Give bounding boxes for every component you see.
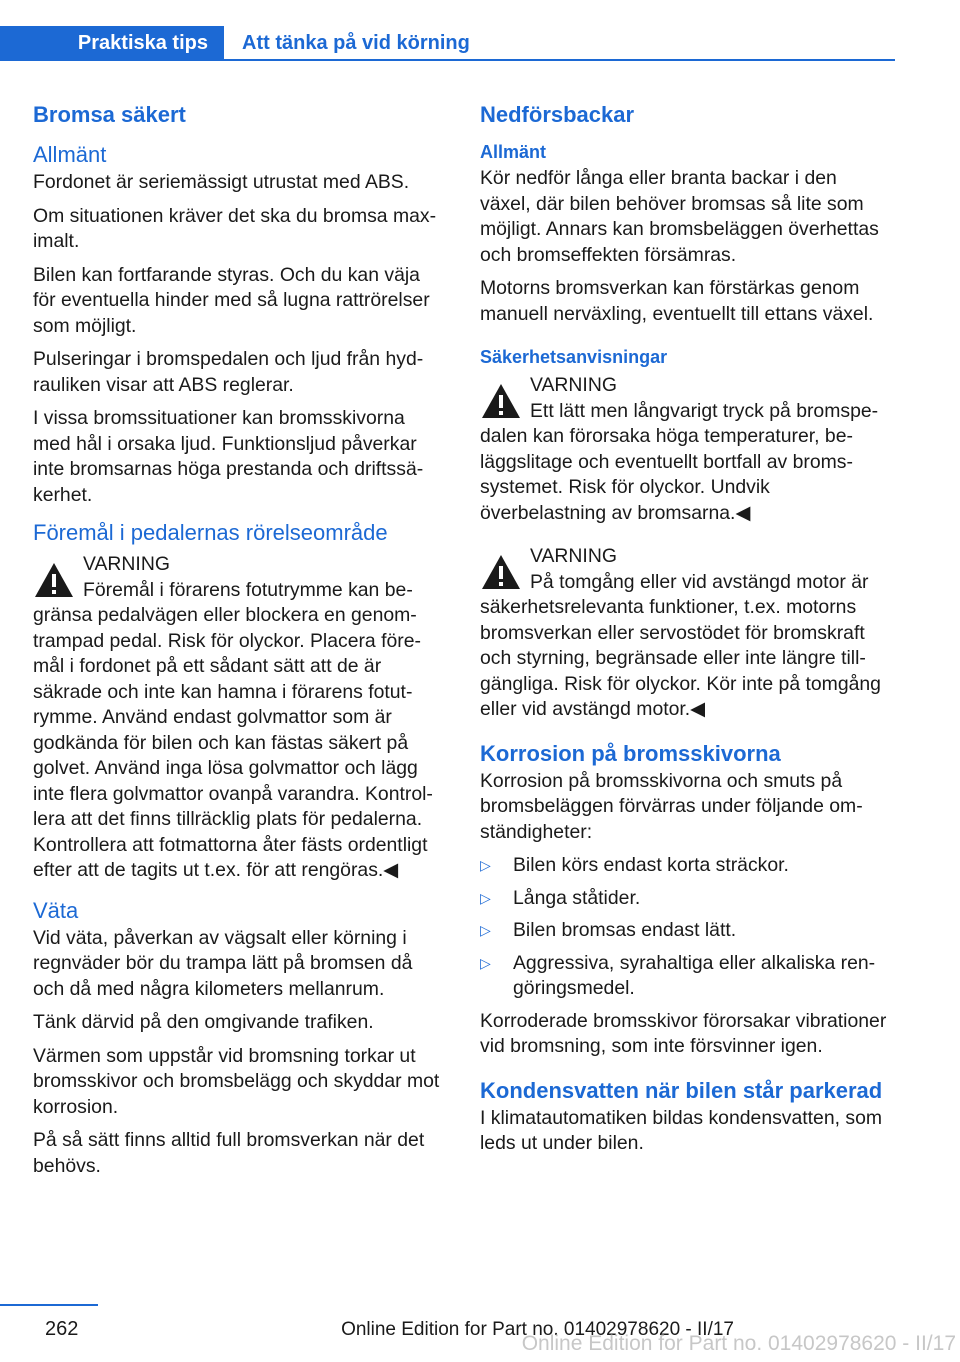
paragraph: Bilen kan fortfarande styras. Och du kan väja för eventuella hinder med så lugna rattrörelser som möjligt. [33,263,430,337]
triangle-bullet-icon: ▷ [480,954,491,971]
paragraph: Fordonet är seriemässigt utrustat med ABS. [33,171,410,193]
subheading-foremal: Föremål i pedalernas rörelseområde [33,520,388,545]
triangle-bullet-icon: ▷ [480,857,491,873]
edition-text: Online Edition for Part no. 01402978620 - II/17 [341,1319,734,1340]
paragraph: Motorns bromsverkan kan förstärkas genom manuell nerväxling, eventuellt till ettans växel. [480,277,874,325]
paragraph: Kör nedför långa eller branta backar i den växel, där bilen behöver bromsas så lite som möjligt. Annars kan bromsbeläggen överhettas och bromseffekten försämras. [480,167,879,266]
triangle-bullet-icon: ▷ [480,889,491,906]
warning-title: VARNING [83,553,170,575]
paragraph: I vissa bromssituationer kan bromsskivorna med hål i orsaka ljud. Funktionsljud påverkar inte bromsarnas höga prestanda och driftssäkerhet. [33,407,424,506]
paragraph: Korrosion på bromsskivorna och smuts på bromsbeläggen förvärras under följande omständigheter: [480,769,863,843]
section-title-nedforsbackar: Nedförsbackar [480,102,635,127]
page-number: 262 [45,1318,79,1340]
paragraph: Tänk därvid på den omgivande trafiken. [33,1011,374,1033]
footer-rule [0,1304,98,1306]
warning-block [480,373,892,526]
page-header [0,0,895,62]
list-item: ▷ Bilen bromsas endast lätt. [480,918,892,944]
section-tab: Att tänka på vid körning [242,32,470,54]
subheading-allmant-right: Allmänt [480,142,547,162]
warning-block [480,544,892,723]
chapter-tab: Praktiska tips [0,26,224,61]
subheading-korrosion: Korrosion på bromsskivorna [480,740,781,766]
paragraph: Vid väta, påverkan av vägsalt eller körning i regnväder bör du trampa lätt på bromsen då och då med några kilometers mellanrum. [33,926,413,1000]
watermark: Online Edition for Part no. 01402978620 - II/17 [521,1332,956,1355]
section-title-bromsa: Bromsa säkert [33,102,186,127]
subheading-safety: Säkerhetsanvisningar [480,347,668,367]
list-item: ▷ Aggressiva, syrahaltiga eller alkaliska rengöringsmedel. [480,951,876,999]
paragraph: Korroderade bromsskivor förorsakar vibrationer vid bromsning, som inte försvinner igen. [480,1009,887,1057]
warning-title: VARNING [530,545,617,567]
right-column [480,100,892,1165]
paragraph: På så sätt finns alltid full bromsverkan när det behövs. [33,1129,425,1177]
subheading-kondens: Kondensvatten när bilen står parkerad [480,1077,883,1103]
bullet-list [480,853,892,1002]
warning-triangle-icon [480,552,522,592]
triangle-bullet-icon: ▷ [480,922,491,938]
paragraph: Pulseringar i bromspedalen och ljud från hydrauliken visar att ABS reglerar. [33,348,424,396]
header-rule [224,59,895,61]
paragraph: Värmen som uppstår vid bromsning torkar ut bromsskivor och bromsbelägg och skyddar mot korrosion. [33,1044,440,1118]
warning-triangle-icon [480,381,522,421]
warning-triangle-icon [33,560,75,600]
list-item: ▷ Bilen körs endast korta sträckor. [480,853,892,879]
left-column [33,100,445,1187]
list-item: ▷ Långa ståtider. [480,886,892,912]
warning-text: Föremål i förarens fotutrymme kan begränsa pedalvägen eller blockera en genomtrampad pedal. Risk för olyckor. Placera föremål i fordonet på ett sådant sätt att de är säkrade och inte kan hamna i förarens fotutrymme. Använd endast golvmattor som är godkända för bilen och kan fästas säkert på golvet. Använd inga lösa golvmattor och lägg inte flera golvmattor ovanpå varandra. Kontrollera att det finns tillräcklig plats för pedalerna. Kontrollera att fotmattorna åter fästs ordentligt efter att de tagits ut t.ex. för att rengöras.◀ [33,578,433,881]
paragraph: I klimatautomatiken bildas kondensvatten, som leds ut under bilen. [480,1106,883,1154]
warning-text: Ett lätt men långvarigt tryck på bromspedalen kan förorsaka höga temperaturer, beläggslitage och eventuellt bortfall av bromssystemet. Risk för olyckor. Undvik överbelastning av bromsarna.◀ [480,399,879,524]
subheading-allmant: Allmänt [33,142,107,167]
subheading-vata: Väta [33,897,79,923]
warning-title: VARNING [530,374,617,396]
warning-block [33,552,445,884]
warning-text: På tomgång eller vid avstängd motor är säkerhetsrelevanta funktioner, t.ex. motorns bromsverkan eller servostödet för bromskraft och styrning, begränsade eller inte längre tillgängliga. Risk för olyckor. Kör inte på tomgång eller vid avstängd motor.◀ [480,570,881,720]
paragraph: Om situationen kräver det ska du bromsa maximalt. [33,204,437,252]
